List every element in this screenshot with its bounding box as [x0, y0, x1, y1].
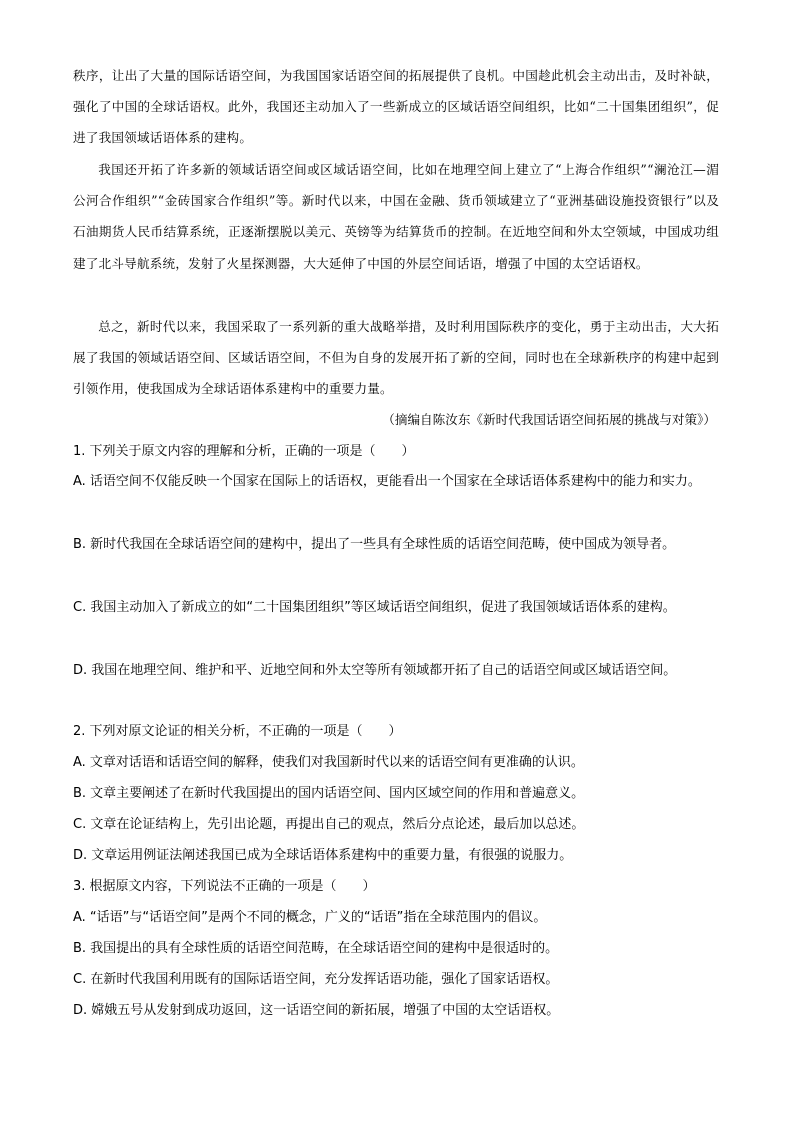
question-1-stem: 1. 下列关于原文内容的理解和分析，正确的一项是（ ） — [73, 444, 415, 459]
question-1-option-c: C. 我国主动加入了新成立的如“二十国集团组织”等区域话语空间组织，促进了我国领域话语体系的建构。 — [73, 600, 676, 615]
question-2-option-b: B. 文章主要阐述了在新时代我国提出的国内话语空间、国内区域空间的作用和普遍意义。 — [73, 786, 585, 801]
question-3-option-a: A. “话语”与“话语空间”是两个不同的概念，广义的“话语”指在全球范围内的倡议。 — [73, 910, 547, 925]
question-3-option-c: C. 在新时代我国利用既有的国际话语空间，充分发挥话语功能，强化了国家话语权。 — [73, 972, 559, 987]
question-2-option-a: A. 文章对话语和话语空间的解释，使我们对我国新时代以来的话语空间有更准确的认识。 — [73, 755, 584, 770]
passage-paragraph-3: 总之，新时代以来，我国采取了一系列新的重大战略举措，及时利用国际秩序的变化，勇于主动出击，大大拓展了我国的领域话语空间、区域话语空间，不但为自身的发展开拓了新的空间，同时也在全球新秩序的构建中起到引领作用，使我国成为全球话语体系建构中的重要力量。 — [73, 319, 719, 397]
question-1-option-b: B. 新时代我国在全球话语空间的建构中，提出了一些具有全球性质的话语空间范畴，使中国成为领导者。 — [73, 537, 676, 552]
question-2-option-d: D. 文章运用例证法阐述我国已成为全球话语体系建构中的重要力量，有很强的说服力。 — [73, 848, 573, 863]
question-3-option-b: B. 我国提出的具有全球性质的话语空间范畴，在全球话语空间的建构中是很适时的。 — [73, 941, 559, 956]
question-3-stem: 3. 根据原文内容，下列说法不正确的一项是（ ） — [73, 879, 376, 894]
question-1-option-a: A. 话语空间不仅能反映一个国家在国际上的话语权，更能看出一个国家在全球话语体系建构中的能力和实力。 — [73, 474, 701, 489]
passage-paragraph-2: 我国还开拓了许多新的领域话语空间或区域话语空间，比如在地理空间上建立了“上海合作组织”“澜沧江—湄公河合作组织”“金砖国家合作组织”等。新时代以来，中国在金融、货币领域建立了“亚洲基础设施投资银行”以及石油期货人民币结算系统，正逐渐摆脱以美元、英镑等为结算货币的控制。在近地空间和外太空领域，中国成功组建了北斗导航系统，发射了火星探测器，大大延伸了中国的外层空间话语，增强了中国的太空话语权。 — [73, 162, 719, 271]
passage-source: （摘编自陈汝东《新时代我国话语空间拓展的挑战与对策》） — [382, 412, 716, 427]
question-1-option-d: D. 我国在地理空间、维护和平、近地空间和外太空等所有领域都开拓了自己的话语空间或区域话语空间。 — [73, 663, 677, 678]
question-3-option-d: D. 嫦娥五号从发射到成功返回，这一话语空间的新拓展，增强了中国的太空话语权。 — [73, 1003, 560, 1018]
question-2-stem: 2. 下列对原文论证的相关分析，不正确的一项是（ ） — [73, 724, 402, 739]
question-2-option-c: C. 文章在论证结构上，先引出论题，再提出自己的观点，然后分点论述，最后加以总述。 — [73, 817, 585, 832]
passage-paragraph-1: 秩序，让出了大量的国际话语空间，为我国国家话语空间的拓展提供了良机。中国趁此机会主动出击，及时补缺，强化了中国的全球话语权。此外，我国还主动加入了一些新成立的区域话语空间组织，比如“二十国集团组织”，促进了我国领域话语体系的建构。 — [73, 68, 719, 146]
